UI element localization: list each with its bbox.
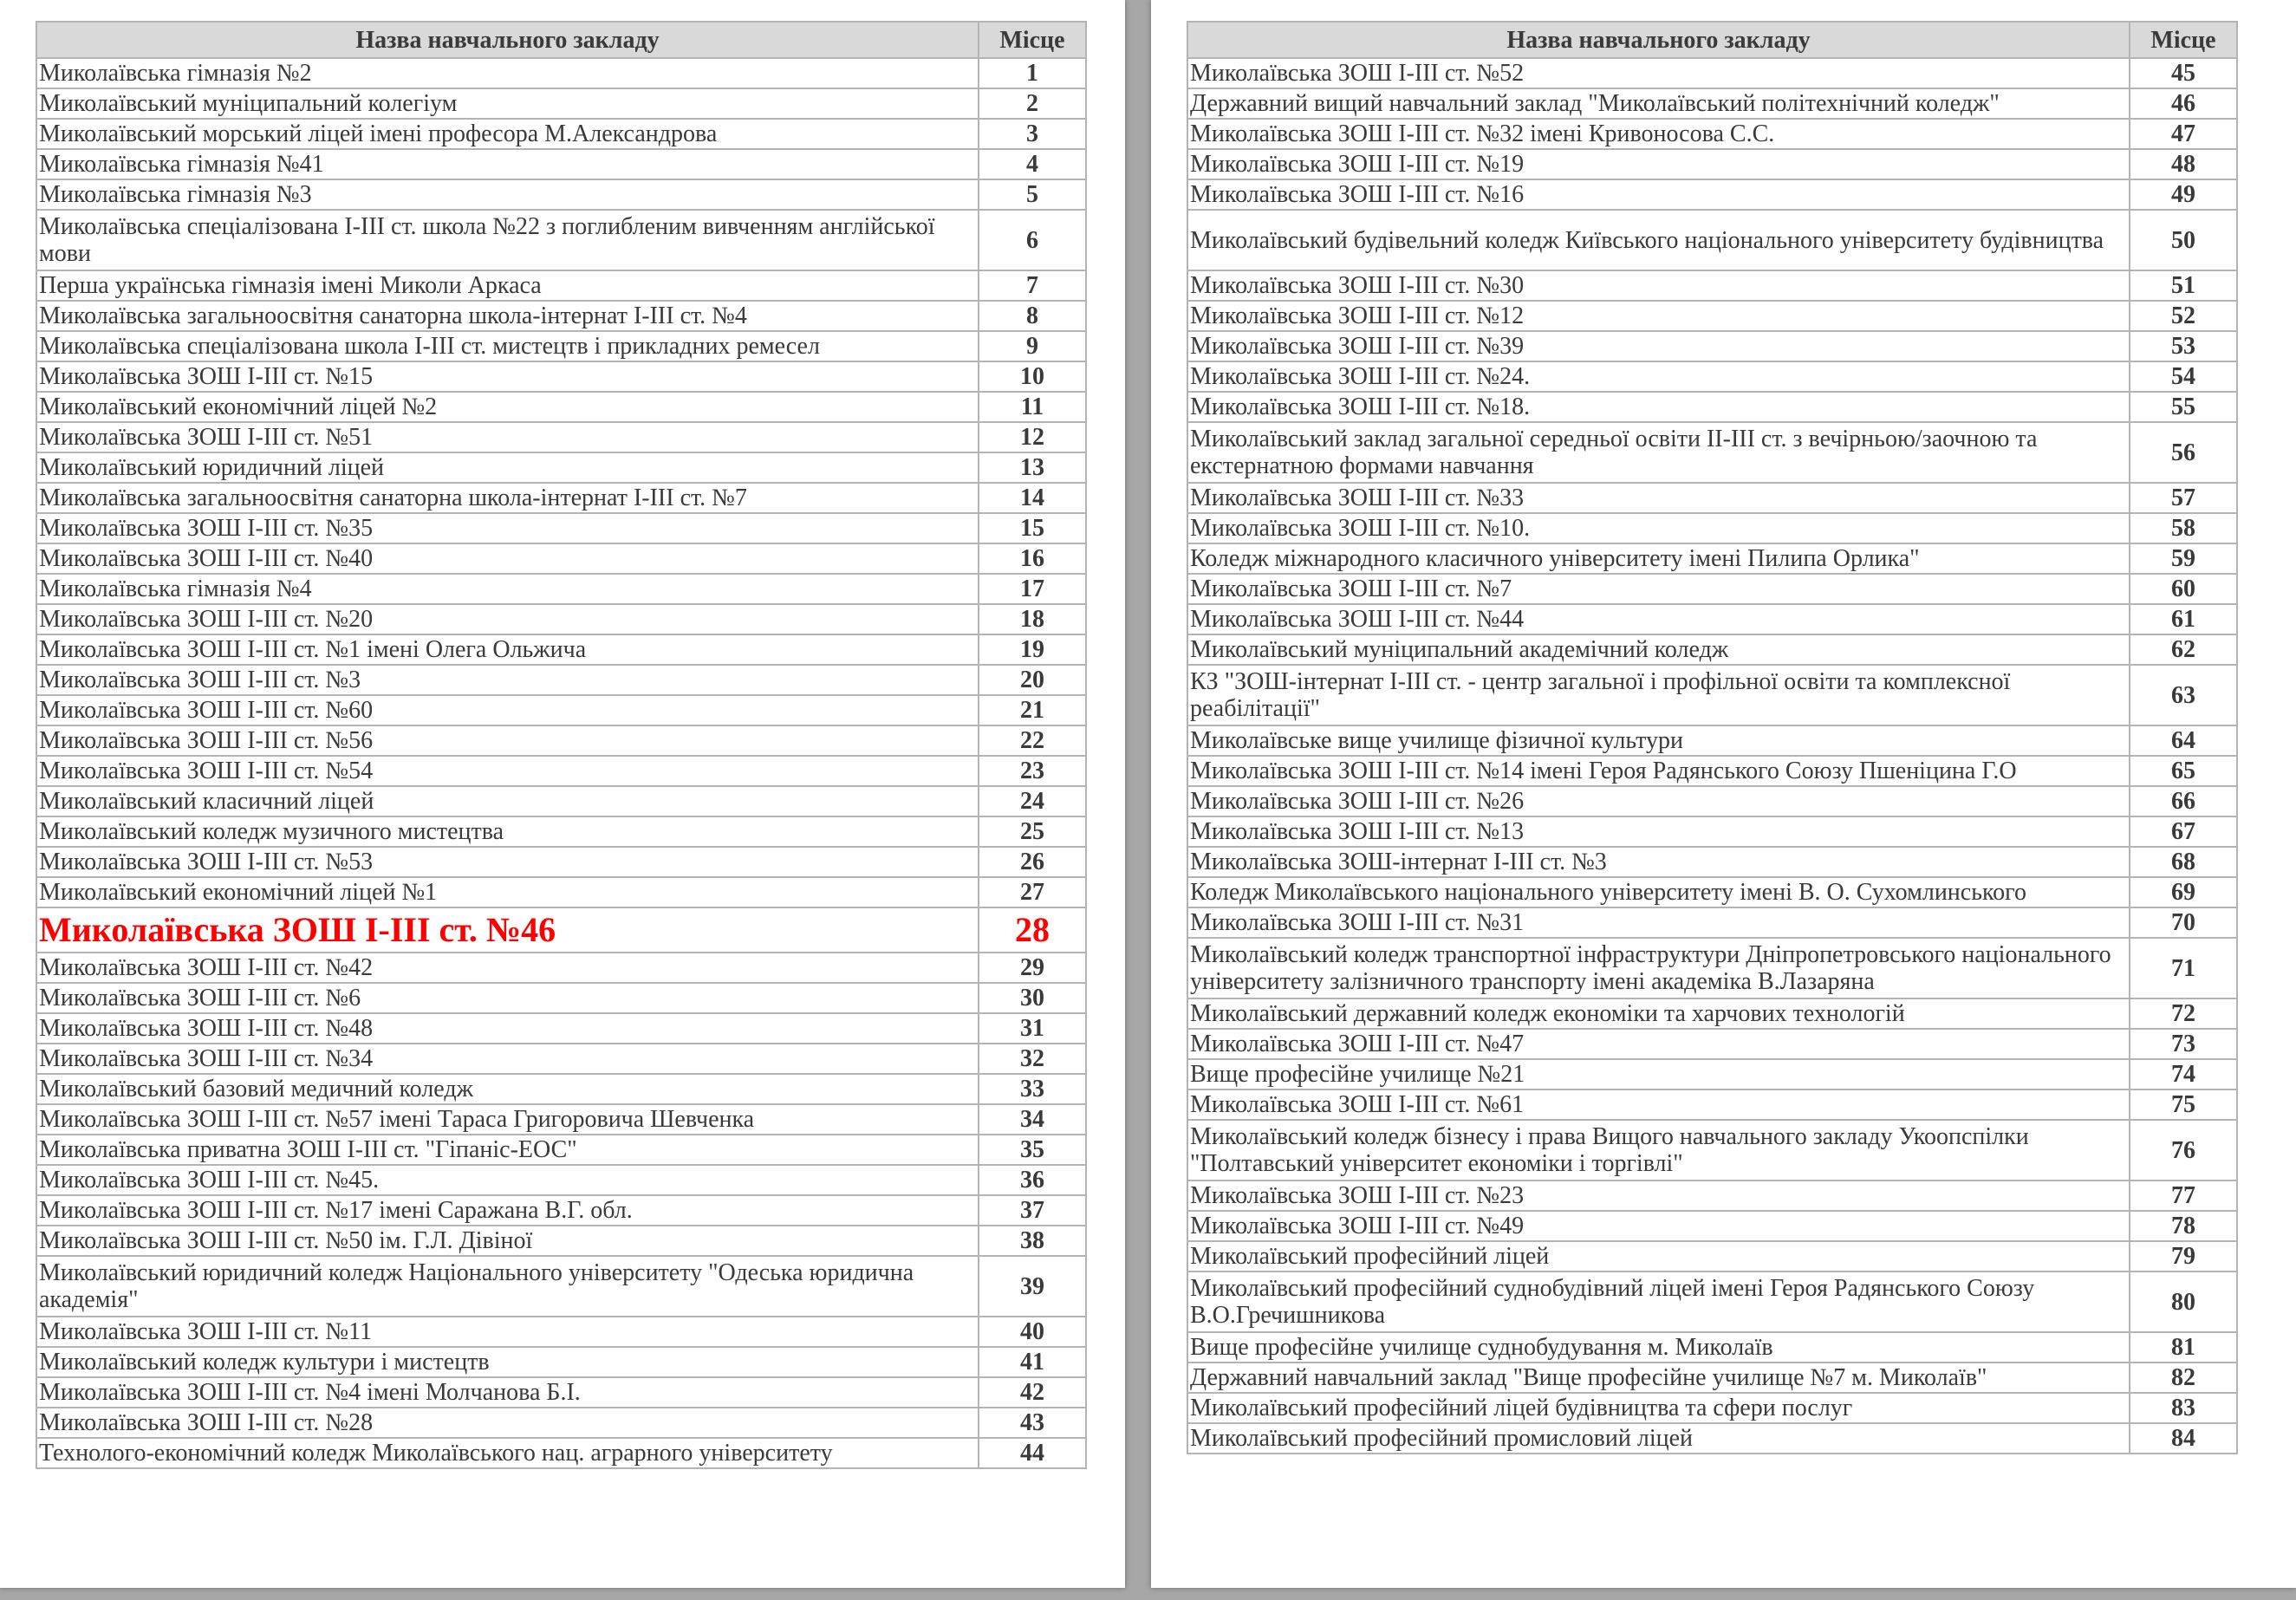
- place-number: 30: [979, 983, 1086, 1013]
- table-row: [1187, 361, 2237, 392]
- table-row: [36, 58, 1086, 88]
- institution-name: Миколаївський економічний ліцей №2: [36, 392, 979, 422]
- table-row: [1187, 786, 2237, 816]
- table-row: [36, 1377, 1086, 1408]
- institution-name: Миколаївський коледж бізнесу і права Вищого навчального закладу Укоопспілки "Полтавський університет економіки і торгівлі": [1187, 1120, 2130, 1180]
- table-row: [36, 816, 1086, 847]
- institution-name: Миколаївська ЗОШ І-ІІІ ст. №10.: [1187, 513, 2130, 543]
- institution-name: Миколаївська ЗОШ І-ІІІ ст. №34: [36, 1044, 979, 1074]
- institution-name: Миколаївська ЗОШ І-ІІІ ст. №3: [36, 665, 979, 695]
- institution-name: Миколаївська ЗОШ І-ІІІ ст. №14 імені Героя Радянського Союзу Пшеніцина Г.О: [1187, 756, 2130, 786]
- institution-name: КЗ "ЗОШ-інтернат І-ІІІ ст. - центр загальної і профільної освіти та комплексної реабілітації": [1187, 665, 2130, 725]
- place-number: 62: [2130, 634, 2237, 665]
- table-row: [1187, 179, 2237, 210]
- place-number: 55: [2130, 392, 2237, 422]
- institution-name: Миколаївська ЗОШ І-ІІІ ст. №35: [36, 513, 979, 543]
- table-row: [1187, 1363, 2237, 1393]
- table-row: [36, 1104, 1086, 1135]
- table-row: [36, 270, 1086, 301]
- column-header-name: Назва навчального закладу: [1187, 22, 2130, 58]
- institution-name: Перша українська гімназія імені Миколи Аркаса: [36, 270, 979, 301]
- institution-name: Миколаївська приватна ЗОШ І-ІІІ ст. "Гіпаніс-ЕОС": [36, 1135, 979, 1165]
- table-row: [1187, 604, 2237, 634]
- institution-name: Миколаївський професійний промисловий ліцей: [1187, 1423, 2130, 1454]
- place-number: 33: [979, 1074, 1086, 1104]
- institution-name: Вище професійне училище №21: [1187, 1059, 2130, 1089]
- institution-name: Коледж Миколаївського національного університету імені В. О. Сухомлинського: [1187, 877, 2130, 907]
- place-number: 1: [979, 58, 1086, 88]
- table-row: [36, 543, 1086, 574]
- place-number: 8: [979, 301, 1086, 331]
- institution-name: Миколаївський будівельний коледж Київського національного університету будівництва: [1187, 210, 2130, 270]
- institution-name: Миколаївська ЗОШ І-ІІІ ст. №33: [1187, 483, 2130, 513]
- institution-name: Коледж міжнародного класичного університету імені Пилипа Орлика": [1187, 543, 2130, 574]
- institution-name: Миколаївський професійний ліцей: [1187, 1241, 2130, 1272]
- table-row: [1187, 392, 2237, 422]
- institution-name: Миколаївська ЗОШ І-ІІІ ст. №48: [36, 1013, 979, 1044]
- place-number: 60: [2130, 574, 2237, 604]
- institution-name: Миколаївська ЗОШ І-ІІІ ст. №28: [36, 1408, 979, 1438]
- institution-name: Миколаївська загальноосвітня санаторна школа-інтернат І-ІІІ ст. №7: [36, 483, 979, 513]
- place-number: 5: [979, 179, 1086, 210]
- place-number: 81: [2130, 1332, 2237, 1363]
- place-number: 13: [979, 452, 1086, 483]
- document-page-left: [0, 0, 1125, 1588]
- institution-name: Миколаївська ЗОШ І-ІІІ ст. №23: [1187, 1180, 2130, 1211]
- place-number: 56: [2130, 422, 2237, 483]
- table-row: [1187, 725, 2237, 756]
- institution-name: Миколаївська ЗОШ І-ІІІ ст. №18.: [1187, 392, 2130, 422]
- place-number: 41: [979, 1347, 1086, 1377]
- table-row: [1187, 634, 2237, 665]
- place-number: 79: [2130, 1241, 2237, 1272]
- place-number: 61: [2130, 604, 2237, 634]
- table-row: [36, 331, 1086, 361]
- institution-name: Миколаївська ЗОШ І-ІІІ ст. №16: [1187, 179, 2130, 210]
- institution-name: Миколаївська ЗОШ І-ІІІ ст. №7: [1187, 574, 2130, 604]
- table-row: [1187, 422, 2237, 483]
- institution-name: Миколаївська гімназія №3: [36, 179, 979, 210]
- table-row: [1187, 331, 2237, 361]
- place-number: 39: [979, 1256, 1086, 1317]
- place-number: 37: [979, 1195, 1086, 1226]
- place-number: 18: [979, 604, 1086, 634]
- institution-name: Миколаївська загальноосвітня санаторна школа-інтернат І-ІІІ ст. №4: [36, 301, 979, 331]
- table-row: [36, 119, 1086, 149]
- institution-name: Миколаївська гімназія №2: [36, 58, 979, 88]
- institution-name: Миколаївська ЗОШ І-ІІІ ст. №39: [1187, 331, 2130, 361]
- institution-name: Миколаївська ЗОШ І-ІІІ ст. №11: [36, 1317, 979, 1347]
- institution-name: Миколаївський коледж транспортної інфраструктури Дніпропетровського національного університету залізничного транспорту імені академіка В.Лазаряна: [1187, 938, 2130, 998]
- place-number: 28: [979, 907, 1086, 953]
- table-row: [36, 301, 1086, 331]
- place-number: 54: [2130, 361, 2237, 392]
- place-number: 65: [2130, 756, 2237, 786]
- document-page-right: [1151, 0, 2296, 1588]
- table-row: [36, 361, 1086, 392]
- table-row: [36, 422, 1086, 452]
- place-number: 44: [979, 1438, 1086, 1468]
- table-row: [1187, 119, 2237, 149]
- table-row: [1187, 513, 2237, 543]
- place-number: 32: [979, 1044, 1086, 1074]
- table-row: [36, 1347, 1086, 1377]
- place-number: 66: [2130, 786, 2237, 816]
- place-number: 42: [979, 1377, 1086, 1408]
- table-row: [1187, 1272, 2237, 1332]
- institution-name: Миколаївська ЗОШ І-ІІІ ст. №24.: [1187, 361, 2130, 392]
- place-number: 57: [2130, 483, 2237, 513]
- institution-name: Миколаївська ЗОШ І-ІІІ ст. №42: [36, 953, 979, 983]
- institution-name: Миколаївська гімназія №4: [36, 574, 979, 604]
- institution-name: Миколаївський муніципальний колегіум: [36, 88, 979, 119]
- place-number: 35: [979, 1135, 1086, 1165]
- institution-name: Миколаївська ЗОШ І-ІІІ ст. №6: [36, 983, 979, 1013]
- institution-name: Миколаївська ЗОШ І-ІІІ ст. №61: [1187, 1089, 2130, 1120]
- table-row: [1187, 270, 2237, 301]
- table-row: [36, 983, 1086, 1013]
- place-number: 11: [979, 392, 1086, 422]
- place-number: 19: [979, 634, 1086, 665]
- institution-name: Миколаївська ЗОШ І-ІІІ ст. №57 імені Тараса Григоровича Шевченка: [36, 1104, 979, 1135]
- table-row: [36, 179, 1086, 210]
- table-row: [1187, 149, 2237, 179]
- institution-name: Миколаївський муніципальний академічний коледж: [1187, 634, 2130, 665]
- institution-name: Миколаївська ЗОШ І-ІІІ ст. №60: [36, 695, 979, 725]
- ranking-table-left: [36, 21, 1087, 1469]
- table-row: [36, 1044, 1086, 1074]
- institution-name: Миколаївська ЗОШ І-ІІІ ст. №40: [36, 543, 979, 574]
- place-number: 45: [2130, 58, 2237, 88]
- table-row: [1187, 1211, 2237, 1241]
- table-row: [36, 695, 1086, 725]
- institution-name: Миколаївський базовий медичний коледж: [36, 1074, 979, 1104]
- table-row: [1187, 58, 2237, 88]
- place-number: 25: [979, 816, 1086, 847]
- institution-name: Державний навчальний заклад "Вище професійне училище №7 м. Миколаїв": [1187, 1363, 2130, 1393]
- place-number: 21: [979, 695, 1086, 725]
- institution-name: Миколаївська ЗОШ І-ІІІ ст. №56: [36, 725, 979, 756]
- place-number: 48: [2130, 149, 2237, 179]
- place-number: 7: [979, 270, 1086, 301]
- table-row: [1187, 998, 2237, 1029]
- institution-name: Миколаївська ЗОШ І-ІІІ ст. №32 імені Кривоносова С.С.: [1187, 119, 2130, 149]
- place-number: 3: [979, 119, 1086, 149]
- institution-name: Миколаївський класичний ліцей: [36, 786, 979, 816]
- institution-name: Миколаївська ЗОШ І-ІІІ ст. №1 імені Олега Ольжича: [36, 634, 979, 665]
- place-number: 67: [2130, 816, 2237, 847]
- place-number: 80: [2130, 1272, 2237, 1332]
- institution-name: Миколаївська гімназія №41: [36, 149, 979, 179]
- table-row: [1187, 483, 2237, 513]
- table-row: [1187, 1059, 2237, 1089]
- place-number: 83: [2130, 1393, 2237, 1423]
- column-header-place: Місце: [2130, 22, 2237, 58]
- place-number: 50: [2130, 210, 2237, 270]
- institution-name: Миколаївське вище училище фізичної культури: [1187, 725, 2130, 756]
- place-number: 58: [2130, 513, 2237, 543]
- table-row: [1187, 1120, 2237, 1180]
- table-row: [36, 953, 1086, 983]
- institution-name: Миколаївська ЗОШ І-ІІІ ст. №53: [36, 847, 979, 877]
- table-row: [36, 1317, 1086, 1347]
- institution-name: Миколаївська ЗОШ І-ІІІ ст. №49: [1187, 1211, 2130, 1241]
- table-row: [36, 877, 1086, 907]
- place-number: 82: [2130, 1363, 2237, 1393]
- institution-name: Миколаївська ЗОШ І-ІІІ ст. №50 ім. Г.Л. Дівіної: [36, 1226, 979, 1256]
- institution-name: Вище професійне училище суднобудування м. Миколаїв: [1187, 1332, 2130, 1363]
- table-row: [1187, 665, 2237, 725]
- place-number: 23: [979, 756, 1086, 786]
- place-number: 46: [2130, 88, 2237, 119]
- place-number: 34: [979, 1104, 1086, 1135]
- table-row: [36, 88, 1086, 119]
- place-number: 59: [2130, 543, 2237, 574]
- table-row: [36, 1226, 1086, 1256]
- place-number: 51: [2130, 270, 2237, 301]
- institution-name: Миколаївський морський ліцей імені професора М.Александрова: [36, 119, 979, 149]
- institution-name: Технолого-економічний коледж Миколаївського нац. аграрного університету: [36, 1438, 979, 1468]
- table-row: [36, 1013, 1086, 1044]
- table-row: [1187, 1241, 2237, 1272]
- place-number: 24: [979, 786, 1086, 816]
- institution-name: Миколаївська ЗОШ І-ІІІ ст. №52: [1187, 58, 2130, 88]
- institution-name: Миколаївський коледж музичного мистецтва: [36, 816, 979, 847]
- place-number: 47: [2130, 119, 2237, 149]
- place-number: 63: [2130, 665, 2237, 725]
- institution-name: Державний вищий навчальний заклад "Миколаївський політехнічний коледж": [1187, 88, 2130, 119]
- institution-name: Миколаївська ЗОШ І-ІІІ ст. №44: [1187, 604, 2130, 634]
- place-number: 77: [2130, 1180, 2237, 1211]
- institution-name: Миколаївський професійний суднобудівний ліцей імені Героя Радянського Союзу В.О.Гречишникова: [1187, 1272, 2130, 1332]
- place-number: 31: [979, 1013, 1086, 1044]
- institution-name: Миколаївська ЗОШ І-ІІІ ст. №15: [36, 361, 979, 392]
- place-number: 27: [979, 877, 1086, 907]
- table-row: [1187, 1180, 2237, 1211]
- place-number: 76: [2130, 1120, 2237, 1180]
- table-row: [36, 392, 1086, 422]
- place-number: 4: [979, 149, 1086, 179]
- column-header-name: Назва навчального закладу: [36, 22, 979, 58]
- table-row: [36, 1135, 1086, 1165]
- table-row: [36, 756, 1086, 786]
- place-number: 38: [979, 1226, 1086, 1256]
- institution-name: Миколаївська ЗОШ І-ІІІ ст. №45.: [36, 1165, 979, 1195]
- table-header-row: [1187, 22, 2237, 58]
- institution-name: Миколаївська спеціалізована школа І-ІІІ ст. мистецтв і прикладних ремесел: [36, 331, 979, 361]
- table-row: [36, 634, 1086, 665]
- institution-name: Миколаївська спеціалізована І-ІІІ ст. школа №22 з поглибленим вивченням англійської мови: [36, 210, 979, 270]
- table-row: [36, 149, 1086, 179]
- place-number: 40: [979, 1317, 1086, 1347]
- table-row: [1187, 301, 2237, 331]
- table-row: [1187, 574, 2237, 604]
- place-number: 73: [2130, 1029, 2237, 1059]
- place-number: 16: [979, 543, 1086, 574]
- place-number: 36: [979, 1165, 1086, 1195]
- table-row: [36, 847, 1086, 877]
- table-row: [36, 665, 1086, 695]
- place-number: 6: [979, 210, 1086, 270]
- table-row: [1187, 543, 2237, 574]
- institution-name: Миколаївська ЗОШ І-ІІІ ст. №30: [1187, 270, 2130, 301]
- table-row: [1187, 1029, 2237, 1059]
- table-row: [1187, 877, 2237, 907]
- place-number: 72: [2130, 998, 2237, 1029]
- table-row: [1187, 1089, 2237, 1120]
- table-row: [36, 604, 1086, 634]
- place-number: 84: [2130, 1423, 2237, 1454]
- institution-name: Миколаївська ЗОШ І-ІІІ ст. №17 імені Саражана В.Г. обл.: [36, 1195, 979, 1226]
- place-number: 22: [979, 725, 1086, 756]
- place-number: 20: [979, 665, 1086, 695]
- place-number: 52: [2130, 301, 2237, 331]
- table-row: [36, 1256, 1086, 1317]
- ranking-table-right: [1187, 21, 2238, 1454]
- place-number: 49: [2130, 179, 2237, 210]
- place-number: 10: [979, 361, 1086, 392]
- place-number: 9: [979, 331, 1086, 361]
- institution-name: Миколаївська ЗОШ І-ІІІ ст. №26: [1187, 786, 2130, 816]
- institution-name: Миколаївська ЗОШ І-ІІІ ст. №51: [36, 422, 979, 452]
- table-row: [36, 907, 1086, 953]
- institution-name: Миколаївський державний коледж економіки та харчових технологій: [1187, 998, 2130, 1029]
- table-row: [1187, 210, 2237, 270]
- institution-name: Миколаївський юридичний коледж Національного університету "Одеська юридична академія": [36, 1256, 979, 1317]
- place-number: 69: [2130, 877, 2237, 907]
- place-number: 71: [2130, 938, 2237, 998]
- table-row: [36, 574, 1086, 604]
- table-row: [36, 1165, 1086, 1195]
- institution-name: Миколаївський професійний ліцей будівництва та сфери послуг: [1187, 1393, 2130, 1423]
- table-row: [1187, 847, 2237, 877]
- table-row: [1187, 1423, 2237, 1454]
- table-row: [36, 1408, 1086, 1438]
- institution-name: Миколаївська ЗОШ І-ІІІ ст. №13: [1187, 816, 2130, 847]
- table-header-row: [36, 22, 1086, 58]
- place-number: 12: [979, 422, 1086, 452]
- institution-name: Миколаївська ЗОШ І-ІІІ ст. №19: [1187, 149, 2130, 179]
- institution-name: Миколаївська ЗОШ І-ІІІ ст. №4 імені Молчанова Б.І.: [36, 1377, 979, 1408]
- table-row: [36, 483, 1086, 513]
- place-number: 17: [979, 574, 1086, 604]
- table-row: [36, 452, 1086, 483]
- place-number: 2: [979, 88, 1086, 119]
- place-number: 64: [2130, 725, 2237, 756]
- table-row: [36, 1074, 1086, 1104]
- table-row: [1187, 907, 2237, 938]
- institution-name: Миколаївський коледж культури і мистецтв: [36, 1347, 979, 1377]
- table-row: [1187, 1332, 2237, 1363]
- institution-name: Миколаївська ЗОШ І-ІІІ ст. №20: [36, 604, 979, 634]
- place-number: 26: [979, 847, 1086, 877]
- institution-name: Миколаївська ЗОШ І-ІІІ ст. №12: [1187, 301, 2130, 331]
- place-number: 14: [979, 483, 1086, 513]
- institution-name: Миколаївська ЗОШ-інтернат І-ІІІ ст. №3: [1187, 847, 2130, 877]
- place-number: 68: [2130, 847, 2237, 877]
- column-header-place: Місце: [979, 22, 1086, 58]
- table-row: [36, 1438, 1086, 1468]
- institution-name: Миколаївська ЗОШ І-ІІІ ст. №31: [1187, 907, 2130, 938]
- table-row: [36, 725, 1086, 756]
- place-number: 75: [2130, 1089, 2237, 1120]
- table-row: [36, 210, 1086, 270]
- place-number: 43: [979, 1408, 1086, 1438]
- table-row: [36, 513, 1086, 543]
- place-number: 74: [2130, 1059, 2237, 1089]
- table-row: [1187, 816, 2237, 847]
- place-number: 29: [979, 953, 1086, 983]
- institution-name: Миколаївський юридичний ліцей: [36, 452, 979, 483]
- institution-name: Миколаївська ЗОШ І-ІІІ ст. №47: [1187, 1029, 2130, 1059]
- institution-name: Миколаївська ЗОШ І-ІІІ ст. №54: [36, 756, 979, 786]
- institution-name: Миколаївська ЗОШ І-ІІІ ст. №46: [36, 907, 979, 953]
- place-number: 70: [2130, 907, 2237, 938]
- table-row: [1187, 938, 2237, 998]
- table-row: [36, 786, 1086, 816]
- table-row: [1187, 88, 2237, 119]
- place-number: 15: [979, 513, 1086, 543]
- institution-name: Миколаївський економічний ліцей №1: [36, 877, 979, 907]
- table-row: [1187, 756, 2237, 786]
- table-row: [1187, 1393, 2237, 1423]
- table-row: [36, 1195, 1086, 1226]
- place-number: 53: [2130, 331, 2237, 361]
- place-number: 78: [2130, 1211, 2237, 1241]
- institution-name: Миколаївський заклад загальної середньої освіти ІІ-ІІІ ст. з вечірньою/заочною та екстернатною формами навчання: [1187, 422, 2130, 483]
